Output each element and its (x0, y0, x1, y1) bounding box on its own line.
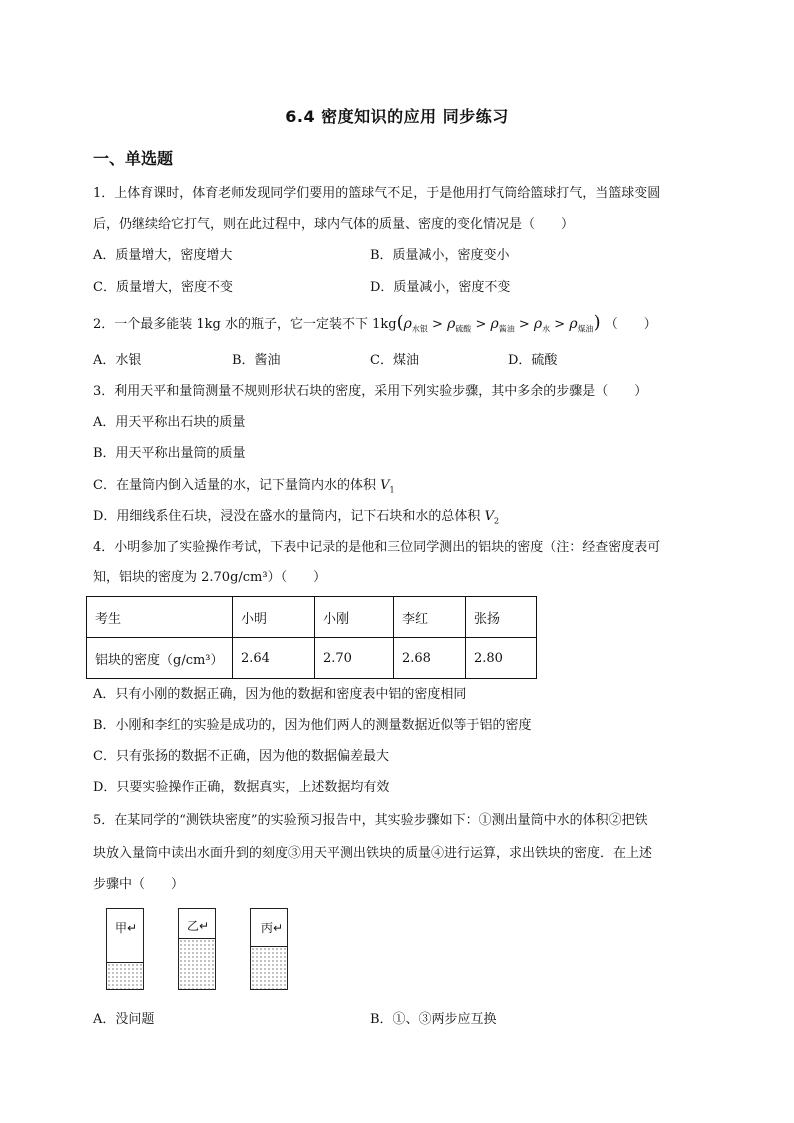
q2-stem-prefix: 2．一个最多能装 1kg 水的瓶子，它一定装不下 1kg (93, 317, 397, 332)
water-level-bing (251, 946, 287, 989)
q1-stem-line2: 后，仍继续给它打气，则在此过程中，球内气体的质量、密度的变化情况是（ ） (93, 217, 575, 232)
table-header-row (87, 597, 537, 638)
q2-sub-4: 水 (542, 324, 551, 334)
q5-option-a: A．没问题 (93, 1012, 155, 1027)
table-cell: 小明 (233, 597, 315, 638)
q5-option-b: B．①、③两步应互换 (370, 1012, 497, 1027)
q4-option-b: B．小刚和李红的实验是成功的，因为他们两人的测量数据近似等于铝的密度 (93, 718, 532, 733)
q3-option-c (93, 477, 395, 500)
density-table (86, 596, 537, 679)
table-cell: 考生 (87, 597, 233, 638)
q3-option-c-var: V (380, 478, 390, 493)
cylinder-label-yi: 乙↵ (187, 919, 210, 933)
q2-open-paren: ( (396, 312, 404, 333)
table-row (87, 638, 537, 679)
table-cell: 2.68 (394, 638, 466, 679)
section-heading: 一、单选题 (93, 149, 174, 168)
q2-gt-4: > (554, 317, 566, 332)
q2-rho-3: ρ (490, 316, 499, 332)
q3-stem: 3．利用天平和量筒测量不规则形状石块的密度，采用下列实验步骤，其中多余的步骤是（ ） (93, 384, 648, 399)
q1-option-c: C．质量增大，密度不变 (93, 280, 233, 295)
table-cell: 铝块的密度（g/cm³） (87, 638, 233, 679)
cylinder-bing (250, 908, 288, 990)
q4-option-d: D．只要实验操作正确，数据真实，上述数据均有效 (93, 780, 390, 795)
q3-option-d-sub: 2 (493, 516, 500, 526)
q2-option-a: A．水银 (93, 353, 142, 368)
water-level-yi (179, 938, 215, 989)
water-level-jia (107, 962, 143, 989)
q2-rho-2: ρ (447, 316, 456, 332)
graduated-cylinders-figure (100, 904, 340, 1004)
q1-option-b: B．质量减小，密度变小 (370, 248, 510, 263)
q3-option-a: A．用天平称出石块的质量 (93, 415, 246, 430)
q2-close-paren: ) (593, 312, 601, 333)
q2-option-b: B．酱油 (232, 353, 281, 368)
q5-stem-line3: 步骤中（ ） (93, 877, 185, 892)
q5-stem-line1: 5．在某同学的“测铁块密度”的实验预习报告中，其实验步骤如下：①测出量筒中水的体积②把铁 (93, 813, 648, 828)
q2-sub-5: 煤油 (577, 324, 594, 334)
q1-option-a: A．质量增大，密度增大 (93, 248, 233, 263)
q2-rho-4: ρ (533, 316, 543, 332)
q2-stem-suffix: （ ） (604, 317, 657, 332)
q4-option-a: A．只有小刚的数据正确，因为他的数据和密度表中铝的密度相同 (93, 687, 467, 702)
q3-option-c-text: C．在量筒内倒入适量的水，记下量筒内水的体积 (93, 478, 376, 493)
q5-stem-line2: 块放入量筒中读出水面升到的刻度③用天平测出铁块的质量④进行运算，求出铁块的密度．在上述 (93, 846, 653, 861)
q1-stem-line1: 1．上体育课时，体育老师发现同学们要用的篮球气不足，于是他用打气筒给篮球打气，当篮球变圆 (93, 186, 661, 201)
q1-option-d: D．质量减小，密度不变 (370, 280, 511, 295)
table-cell: 2.64 (233, 638, 315, 679)
table-cell: 小刚 (315, 597, 394, 638)
q2-rho-1: ρ (403, 316, 412, 332)
q2-gt-1: > (432, 317, 443, 332)
q2-gt-3: > (518, 317, 530, 332)
q2-gt-2: > (475, 317, 487, 332)
q2-stem (93, 314, 657, 339)
q2-sub-2: 硫酸 (455, 324, 472, 334)
q4-stem-line2: 知，铝块的密度为 2.70g/cm³）（ ） (93, 570, 327, 585)
page-title: 6.4 密度知识的应用 同步练习 (285, 107, 509, 126)
cylinder-yi (178, 908, 216, 990)
q4-option-c: C．只有张扬的数据不正确，因为他的数据偏差最大 (93, 749, 389, 764)
q2-rho-5: ρ (569, 316, 578, 332)
q2-sub-1: 水银 (411, 324, 428, 334)
q3-option-d-var: V (484, 509, 494, 524)
q3-option-d (93, 508, 499, 531)
q2-option-c: C．煤油 (370, 353, 419, 368)
q3-option-b: B．用天平称出量筒的质量 (93, 446, 246, 461)
table-cell: 2.80 (466, 638, 537, 679)
q3-option-d-text: D．用细线系住石块，浸没在盛水的量筒内，记下石块和水的总体积 (93, 509, 481, 524)
cylinder-jia (106, 908, 144, 990)
q2-option-d: D．硫酸 (508, 353, 558, 368)
q3-option-c-sub: 1 (389, 485, 395, 495)
q4-stem-line1: 4．小明参加了实验操作考试，下表中记录的是他和三位同学测出的铝块的密度（注：经查密度表可 (93, 540, 661, 555)
cylinder-label-bing: 丙↵ (261, 921, 284, 935)
table-cell: 张扬 (466, 597, 537, 638)
q2-sub-3: 酱油 (498, 324, 515, 334)
cylinder-label-jia: 甲↵ (115, 921, 138, 935)
table-cell: 李红 (394, 597, 466, 638)
table-cell: 2.70 (315, 638, 394, 679)
